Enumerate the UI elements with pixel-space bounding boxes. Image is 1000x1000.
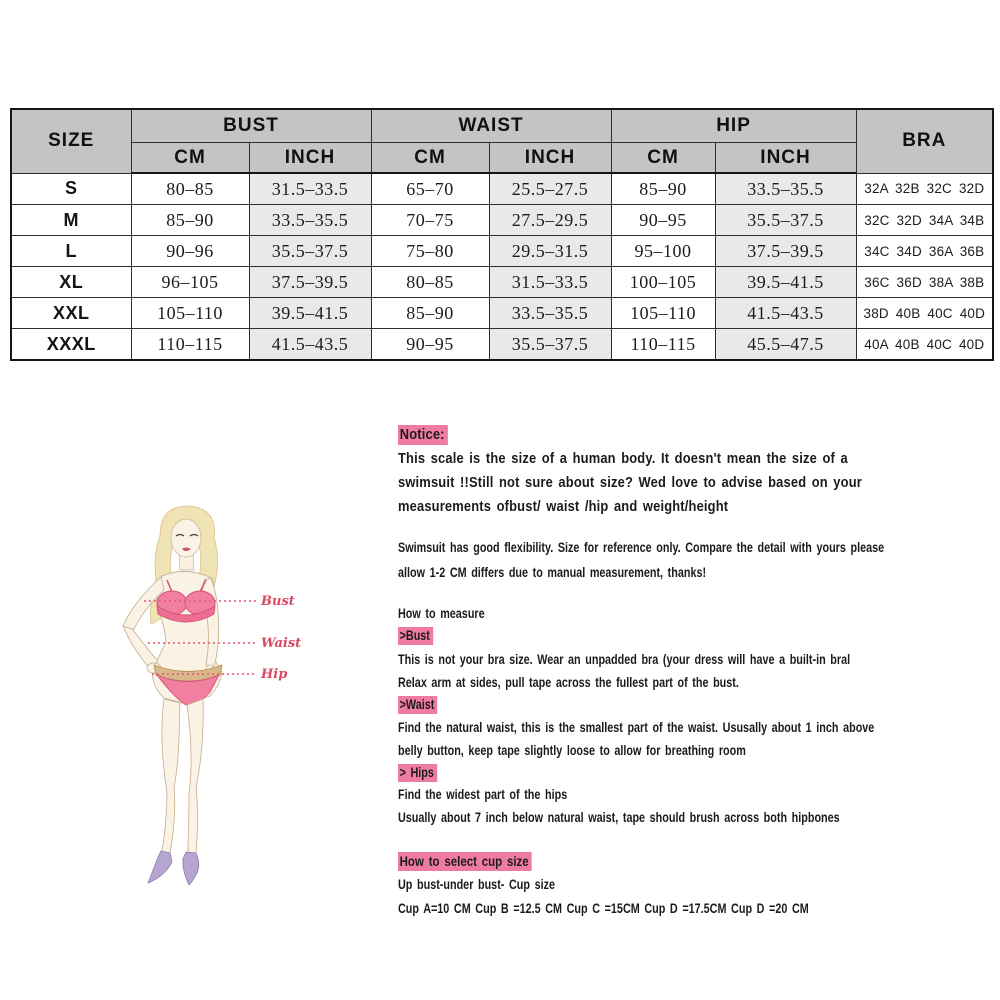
header-bust-cm: CM <box>131 143 249 174</box>
left-shoe <box>148 851 172 883</box>
notice-line: measurements ofbust/ waist /hip and weight/height <box>398 498 729 515</box>
hip-cm-value: 110–115 <box>611 329 715 361</box>
hip-cm-value: 90–95 <box>611 205 715 236</box>
bust-cm-value: 85–90 <box>131 205 249 236</box>
bust-cm-value: 105–110 <box>131 298 249 329</box>
bust-label: Bust <box>261 594 295 609</box>
table-header-row-2 <box>11 143 993 174</box>
hip-cm-value: 100–105 <box>611 267 715 298</box>
cup-size-heading: How to select cup size <box>398 853 532 869</box>
hip-cm-value: 95–100 <box>611 236 715 267</box>
waist-label: Waist <box>261 636 302 651</box>
header-hip-inch: INCH <box>715 143 856 174</box>
table-row-xxl <box>11 298 993 329</box>
header-size: SIZE <box>11 109 131 173</box>
size-label: S <box>11 173 131 205</box>
table-header-row-1 <box>11 109 993 143</box>
bust-cm-value: 110–115 <box>131 329 249 361</box>
waist-cm-value: 70–75 <box>371 205 489 236</box>
waist-inch-value: 33.5–35.5 <box>489 298 611 329</box>
hip-inch-value: 45.5–47.5 <box>715 329 856 361</box>
header-bra: BRA <box>856 109 993 173</box>
flexibility-line: allow 1-2 CM differs due to manual measurement, thanks! <box>398 565 707 580</box>
hip-label: Hip <box>261 667 288 682</box>
table-row-m <box>11 205 993 236</box>
cup-size-line: Cup A=10 CM Cup B =12.5 CM Cup C =15CM Cup D =17.5CM Cup D =20 CM <box>398 901 809 916</box>
header-hip-cm: CM <box>611 143 715 174</box>
bust-inch-value: 35.5–37.5 <box>249 236 371 267</box>
waist-instruction-line: Find the natural waist, this is the smallest part of the waist. Ususally about 1 inch above <box>398 720 875 735</box>
bust-cm-value: 96–105 <box>131 267 249 298</box>
figure-illustration <box>100 500 390 900</box>
size-chart-table <box>10 108 994 361</box>
waist-instruction-line: belly button, keep tape slightly loose to allow for breathing room <box>398 743 746 758</box>
header-hip: HIP <box>611 109 856 143</box>
left-leg <box>162 699 180 853</box>
header-waist-cm: CM <box>371 143 489 174</box>
bust-inch-value: 33.5–35.5 <box>249 205 371 236</box>
bust-inch-value: 37.5–39.5 <box>249 267 371 298</box>
bust-instruction-line: This is not your bra size. Wear an unpadded bra (your dress will have a built-in bral <box>398 652 851 667</box>
waist-inch-value: 31.5–33.5 <box>489 267 611 298</box>
hip-cm-value: 85–90 <box>611 173 715 205</box>
hip-inch-value: 39.5–41.5 <box>715 267 856 298</box>
face <box>171 519 201 557</box>
bust-cm-value: 80–85 <box>131 173 249 205</box>
notice-heading: Notice: <box>398 426 448 443</box>
right-leg <box>187 699 203 853</box>
waist-inch-value: 25.5–27.5 <box>489 173 611 205</box>
measurement-figure <box>100 500 390 900</box>
bust-inch-value: 31.5–33.5 <box>249 173 371 205</box>
size-label: XL <box>11 267 131 298</box>
notice-line: swimsuit !!Still not sure about size? Wed love to advise based on your <box>398 474 862 491</box>
flexibility-line: Swimsuit has good flexibility. Size for reference only. Compare the detail with yours please <box>398 540 885 555</box>
table-row-l <box>11 236 993 267</box>
waist-inch-value: 35.5–37.5 <box>489 329 611 361</box>
waist-inch-value: 27.5–29.5 <box>489 205 611 236</box>
size-label: L <box>11 236 131 267</box>
bust-inch-value: 39.5–41.5 <box>249 298 371 329</box>
header-waist-inch: INCH <box>489 143 611 174</box>
size-label: M <box>11 205 131 236</box>
hips-section-heading: > Hips <box>398 765 437 780</box>
hips-instruction-line: Find the widest part of the hips <box>398 787 568 802</box>
how-to-measure-heading: How to measure <box>398 606 485 621</box>
header-waist: WAIST <box>371 109 611 143</box>
bust-cm-value: 90–96 <box>131 236 249 267</box>
waist-inch-value: 29.5–31.5 <box>489 236 611 267</box>
hips-instruction-line: Usually about 7 inch below natural waist, tape should brush across both hipbones <box>398 810 840 825</box>
table-row-xxxl <box>11 329 993 361</box>
header-bust-inch: INCH <box>249 143 371 174</box>
bust-instruction-line: Relax arm at sides, pull tape across the fullest part of the bust. <box>398 675 739 690</box>
header-bust: BUST <box>131 109 371 143</box>
hip-inch-value: 33.5–35.5 <box>715 173 856 205</box>
hip-cm-value: 105–110 <box>611 298 715 329</box>
cup-size-line: Up bust-under bust- Cup size <box>398 877 555 892</box>
size-label: XXL <box>11 298 131 329</box>
size-label: XXXL <box>11 329 131 361</box>
hip-inch-value: 35.5–37.5 <box>715 205 856 236</box>
notice-line: This scale is the size of a human body. It doesn't mean the size of a <box>398 450 848 467</box>
waist-cm-value: 75–80 <box>371 236 489 267</box>
left-forearm <box>123 626 158 669</box>
waist-section-heading: >Waist <box>398 697 438 712</box>
bra-value: 32C 32D 34A 34B <box>856 205 993 236</box>
waist-cm-value: 90–95 <box>371 329 489 361</box>
bra-value: 38D 40B 40C 40D <box>856 298 993 329</box>
bust-inch-value: 41.5–43.5 <box>249 329 371 361</box>
hip-inch-value: 41.5–43.5 <box>715 298 856 329</box>
bust-section-heading: >Bust <box>398 628 433 643</box>
table-row-xl <box>11 267 993 298</box>
bra-value: 32A 32B 32C 32D <box>856 173 993 205</box>
hip-inch-value: 37.5–39.5 <box>715 236 856 267</box>
bra-value: 40A 40B 40C 40D <box>856 329 993 361</box>
waist-cm-value: 80–85 <box>371 267 489 298</box>
right-shoe <box>183 852 199 885</box>
waist-cm-value: 65–70 <box>371 173 489 205</box>
table-row-s <box>11 173 993 205</box>
bra-value: 36C 36D 38A 38B <box>856 267 993 298</box>
bra-value: 34C 34D 36A 36B <box>856 236 993 267</box>
waist-cm-value: 85–90 <box>371 298 489 329</box>
